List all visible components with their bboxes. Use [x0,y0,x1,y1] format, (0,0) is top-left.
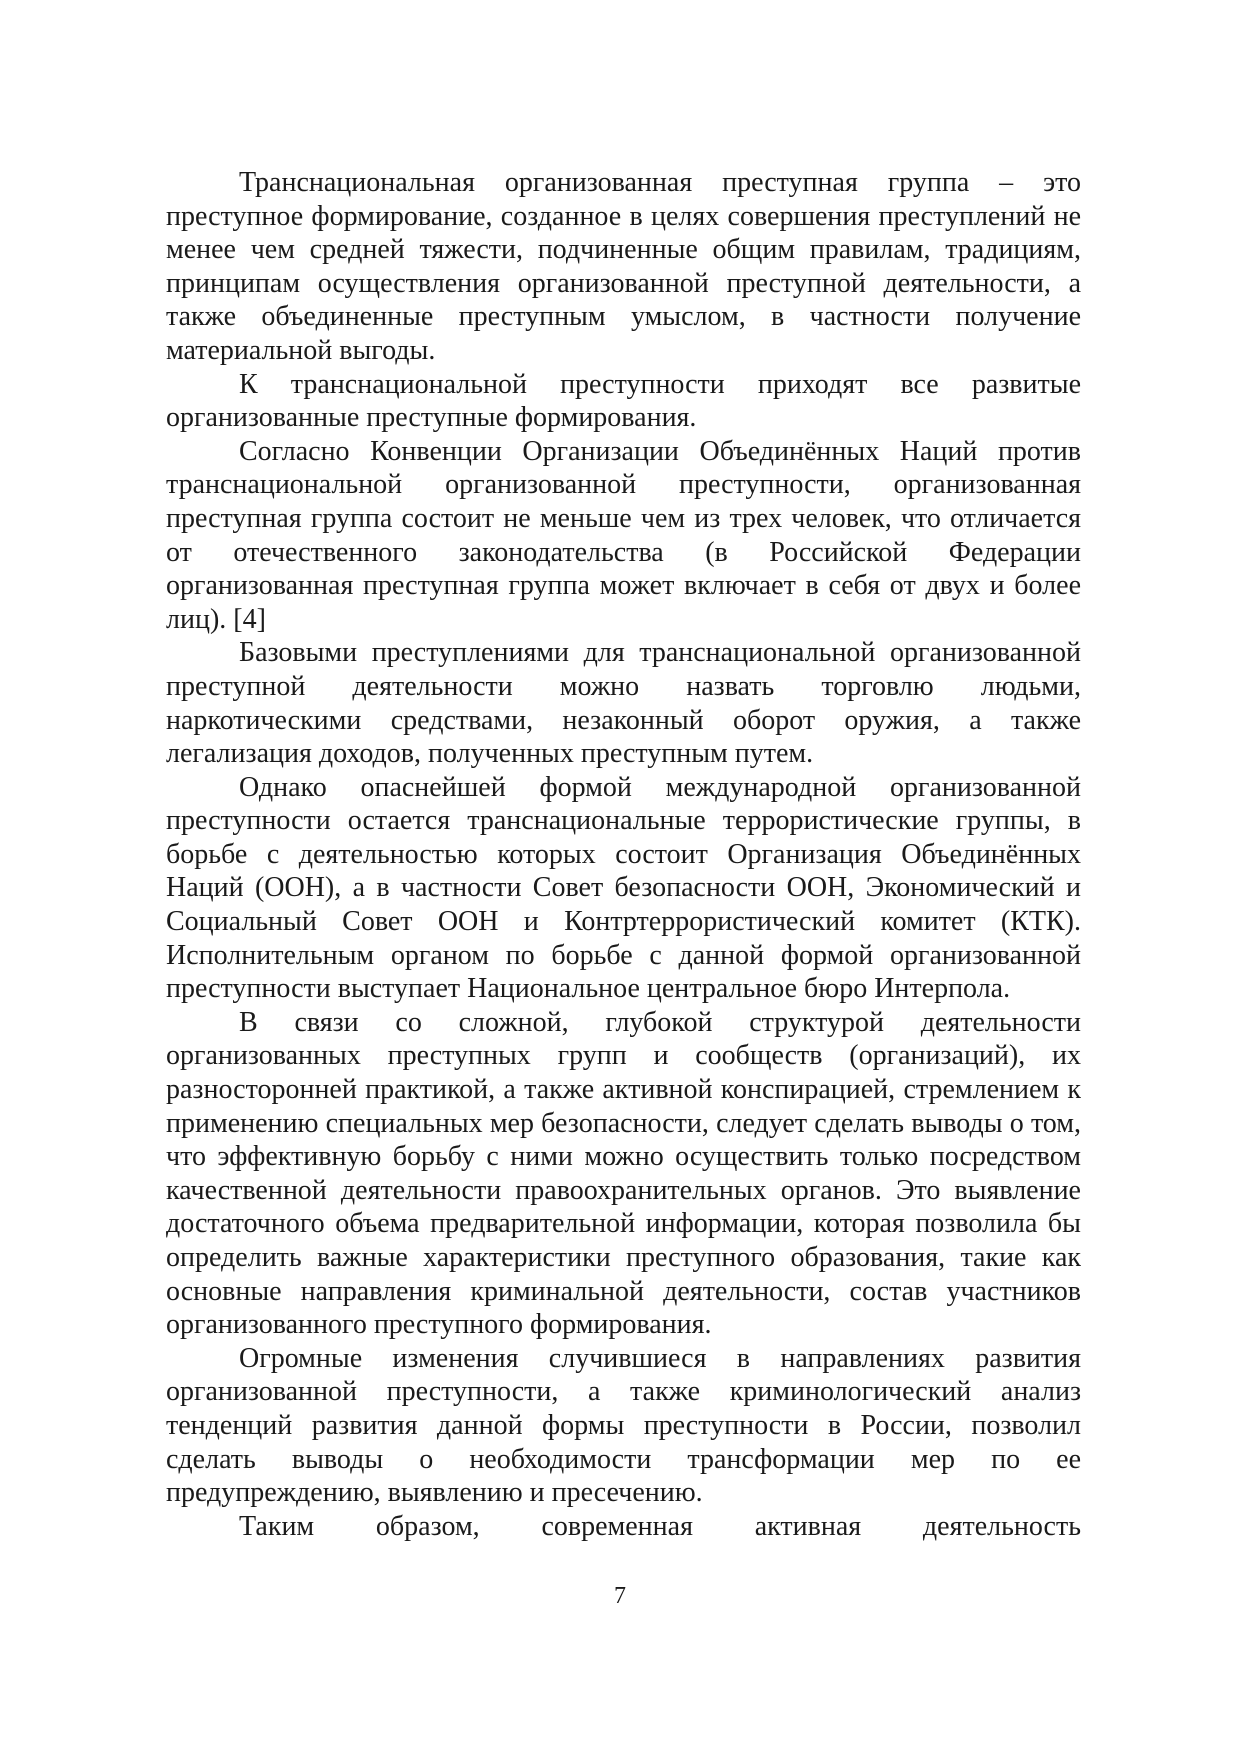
text-body [166,166,1081,1543]
page-number: 7 [614,1583,626,1609]
paragraph-2: К транснациональной преступности приходят все развитые организованные преступные формирования. [166,368,1081,434]
paragraph-6: В связи со сложной, глубокой структурой деятельности организованных преступных групп и сообществ (организаций), их разносторонней практикой, а также активной конспирацией, стремлением к применению специальных мер безопасности, следует сделать выводы о том, что эффективную борьбу с ними можно осуществить только посредством качественной деятельности правоохранительных органов. Это выявление достаточного объема предварительной информации, которая позволила бы определить важные характеристики преступного образования, такие как основные направления криминальной деятельности, состав участников организованного преступного формирования. [166,1006,1081,1341]
paragraph-3: Согласно Конвенции Организации Объединённых Наций против транснациональной организованной преступности, организованная преступная группа состоит не меньше чем из трех человек, что отличается от отечественного законодательства (в Российской Федерации организованная преступная группа может включает в себя от двух и более лиц). [4] [166,435,1081,635]
paragraph-8: Таким образом, современная активная деятельность [239,1510,1081,1542]
paragraph-5: Однако опаснейшей формой международной организованной преступности остается транснациональные террористические группы, в борьбе с деятельностью которых состоит Организация Объединённых Наций (ООН), а в частности Совет безопасности ООН, Экономический и Социальный Совет ООН и Контртеррористический комитет (КТК). Исполнительным органом по борьбе с данной формой организованной преступности выступает Национальное центральное бюро Интерпола. [166,771,1081,1005]
paragraph-4: Базовыми преступлениями для транснациональной организованной преступной деятельности можно назвать торговлю людьми, наркотическими средствами, незаконный оборот оружия, а также легализация доходов, полученных преступным путем. [166,637,1081,770]
paragraph-7: Огромные изменения случившиеся в направлениях развития организованной преступности, а также криминологический анализ тенденций развития данной формы преступности в России, позволил сделать выводы о необходимости трансформации мер по ее предупреждению, выявлению и пресечению. [166,1342,1081,1509]
paragraph-1: Транснациональная организованная преступная группа – это преступное формирование, созданное в целях совершения преступлений не менее чем средней тяжести, подчиненные общим правилам, традициям, принципам осуществления организованной преступной деятельности, а также объединенные преступным умыслом, в частности получение материальной выгоды. [166,167,1081,366]
